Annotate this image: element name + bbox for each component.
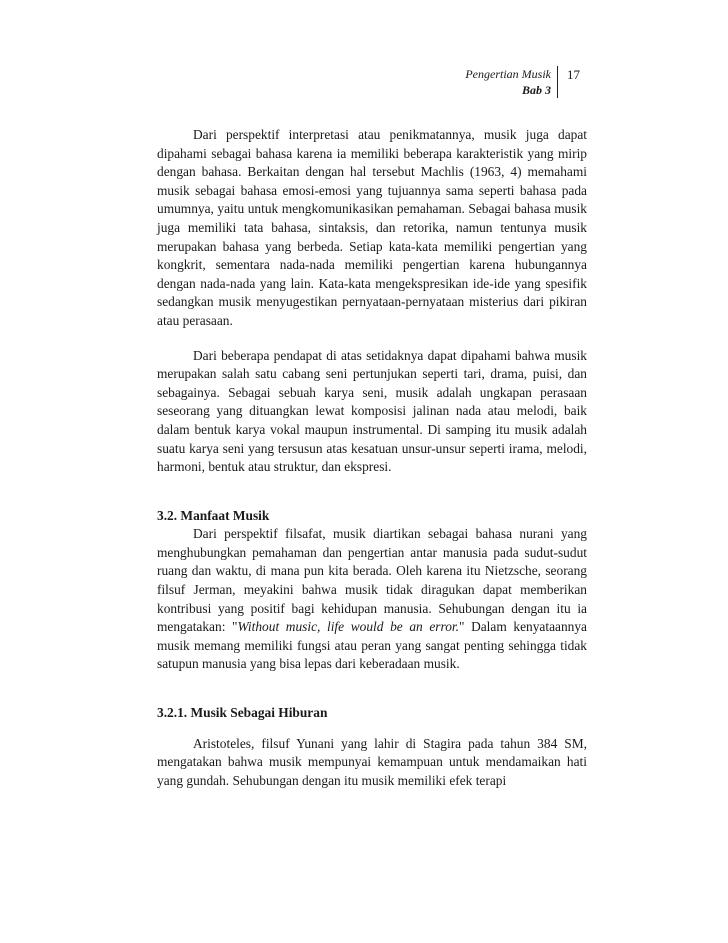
- subsection-heading: 3.2.1. Musik Sebagai Hiburan: [157, 705, 328, 721]
- paragraph-3-text-a: Dari perspektif filsafat, musik diartikan sebagai bahasa nurani yang menghubungkan pemahaman dan pengertian antar manusia pada sudut-sudut ruang dan waktu, di mana pun kita berada. Oleh karena itu Nietzsche, seorang filsuf Jerman, meyakini bahwa musik tidak diragukan dapat memberikan kontribusi yang positif bagi kehidupan manusia. Sehubungan dengan itu ia mengatakan: ": [157, 526, 587, 635]
- section-heading: 3.2. Manfaat Musik: [157, 507, 270, 523]
- page-number: 17: [567, 67, 580, 82]
- paragraph-1: Dari perspektif interpretasi atau penikmatannya, musik juga dapat dipahami sebagai bahasa karena ia memiliki beberapa karakteristik yang mirip dengan bahasa. Berkaitan dengan hal tersebut Machlis (1963, 4) memahami musik sebagai bahasa emosi-emosi yang tujuannya sama seperti bahasa pada umumnya, yaitu untuk mengkomunikasikan pemahaman. Sebagai bahasa musik juga memiliki tata bahasa, sintaksis, dan retorika, namun tentunya musik merupakan bahasa yang berbeda. Setiap kata-kata memiliki pengertian yang kongkrit, sementara nada-nada memiliki pengertian karena hubungannya dengan nada-nada yang lain. Kata-kata mengekspresikan ide-ide yang spesifik sedangkan musik menyugestikan pernyataan-pernyataan misterius dari pikiran atau perasaan.: [157, 127, 587, 328]
- paragraph-4: Aristoteles, filsuf Yunani yang lahir di Stagira pada tahun 384 SM, mengatakan bahwa musik mempunyai kemampuan untuk mendamaikan hati yang gundah. Sehubungan dengan itu musik memiliki efek terapi: [157, 735, 587, 788]
- nietzsche-quote: Without music, life would be an error.: [237, 619, 459, 635]
- header-chapter: Bab 3: [521, 83, 551, 97]
- header-title: Pengertian Musik: [465, 67, 551, 81]
- running-header: [440, 66, 590, 98]
- paragraph-2: Dari beberapa pendapat di atas setidaknya dapat dipahami bahwa musik merupakan salah satu cabang seni pertunjukan seperti tari, drama, puisi, dan sebagainya. Sebagai sebuah karya seni, musik adalah ungkapan perasaan seseorang yang dituangkan lewat komposisi jalinan nada atau melodi, baik dalam bentuk karya vokal maupun instrumental. Di samping itu musik adalah suatu karya seni yang tersusun atas kesatuan unsur-unsur seperti irama, melodi, harmoni, bentuk atau struktur, dan ekspresi.: [157, 347, 587, 475]
- paragraph-3-text-b: " Dalam kenyataannya musik memang memiliki fungsi atau peran yang sangat penting sehingga tidak satupun manusia yang bisa lepas dari keberadaan musik.: [157, 619, 587, 672]
- header-labels: [465, 66, 558, 98]
- paragraph-3: [157, 525, 587, 674]
- page-body: [157, 126, 587, 790]
